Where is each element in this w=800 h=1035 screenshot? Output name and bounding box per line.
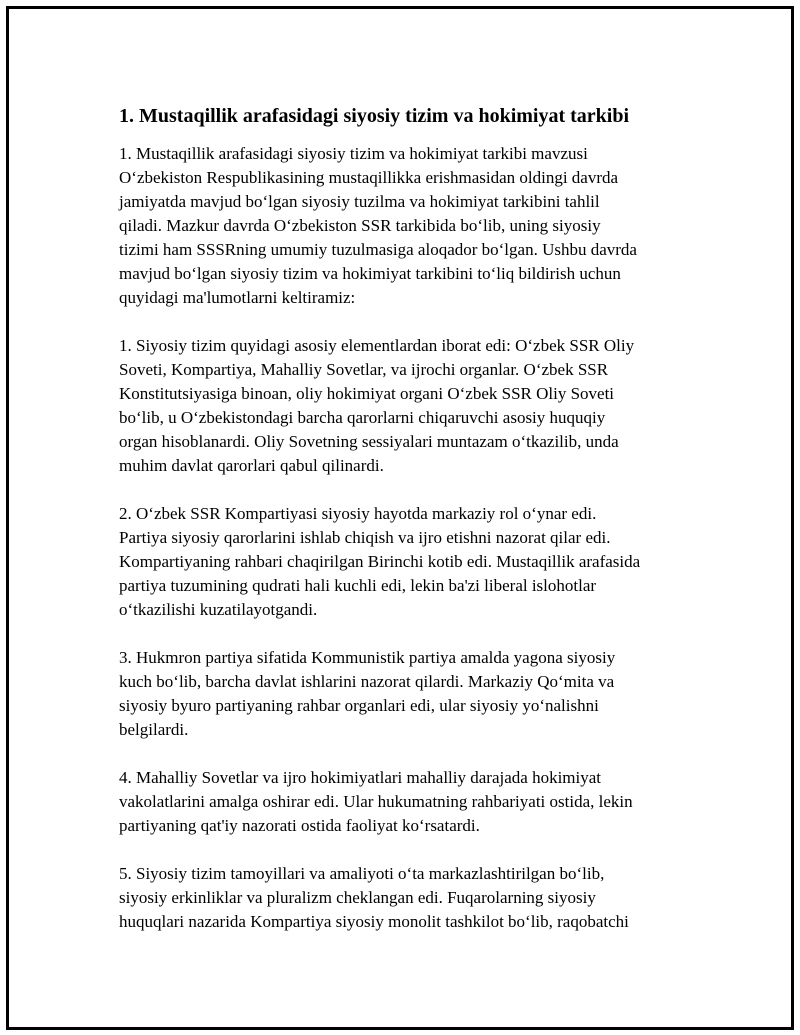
paragraph-5: 5. Siyosiy tizim tamoyillari va amaliyoti o‘ta markazlashtirilgan bo‘lib, siyosiy erkinliklar va pluralizm cheklangan edi. Fuqarolarning siyosiy huquqlari nazarida Kompartiya siyosiy monolit tashkilot bo‘lib, raqobatchi: [119, 864, 629, 931]
document-body: [119, 102, 719, 958]
page-frame: [6, 6, 794, 1030]
paragraph-1: 1. Siyosiy tizim quyidagi asosiy elementlardan iborat edi: O‘zbek SSR Oliy Soveti, Kompartiya, Mahalliy Sovetlar, va ijrochi organlar. O‘zbek SSR Konstitutsiyasiga binoan, oliy hokimiyat organi O‘zbek SSR Oliy Soveti bo‘lib, u O‘zbekistondagi barcha qarorlarni chiqaruvchi asosiy huquqiy organ hisoblanardi. Oliy Sovetning sessiyalari muntazam o‘tkazilib, unda muhim davlat qarorlari qabul qilinardi.: [119, 336, 635, 475]
paragraph-4: 4. Mahalliy Sovetlar va ijro hokimiyatlari mahalliy darajada hokimiyat vakolatlarini amalga oshirar edi. Ular hukumatning rahbariyati ostida, lekin partiyaning qat'iy nazorati ostida faoliyat ko‘rsatardi.: [119, 768, 633, 835]
document-title: 1. Mustaqillik arafasidagi siyosiy tizim va hokimiyat tarkibi: [119, 105, 630, 127]
paragraph-3: 3. Hukmron partiya sifatida Kommunistik partiya amalda yagona siyosiy kuch bo‘lib, barcha davlat ishlarini nazorat qilardi. Markaziy Qo‘mita va siyosiy byuro partiyaning rahbar organlari edi, ular siyosiy yo‘nalishni belgilardi.: [119, 648, 616, 739]
intro-paragraph: 1. Mustaqillik arafasidagi siyosiy tizim va hokimiyat tarkibi mavzusi O‘zbekiston Respublikasining mustaqillikka erishmasidan oldingi davrda jamiyatda mavjud bo‘lgan siyosiy tuzilma va hokimiyat tarkibini tahlil qiladi. Mazkur davrda O‘zbekiston SSR tarkibida bo‘lib, uning siyosiy tizimi ham SSSRning umumiy tuzulmasiga aloqador bo‘lgan. Ushbu davrda mavjud bo‘lgan siyosiy tizim va hokimiyat tarkibini to‘liq bildirish uchun quyidagi ma'lumotlarni keltiramiz:: [119, 144, 637, 307]
paragraph-2: 2. O‘zbek SSR Kompartiyasi siyosiy hayotda markaziy rol o‘ynar edi. Partiya siyosiy qarorlarini ishlab chiqish va ijro etishni nazorat qilar edi. Kompartiyaning rahbari chaqirilgan Birinchi kotib edi. Mustaqillik arafasida partiya tuzumining qudrati hali kuchli edi, lekin ba'zi liberal islohotlar o‘tkazilishi kuzatilayotgandi.: [119, 504, 641, 619]
